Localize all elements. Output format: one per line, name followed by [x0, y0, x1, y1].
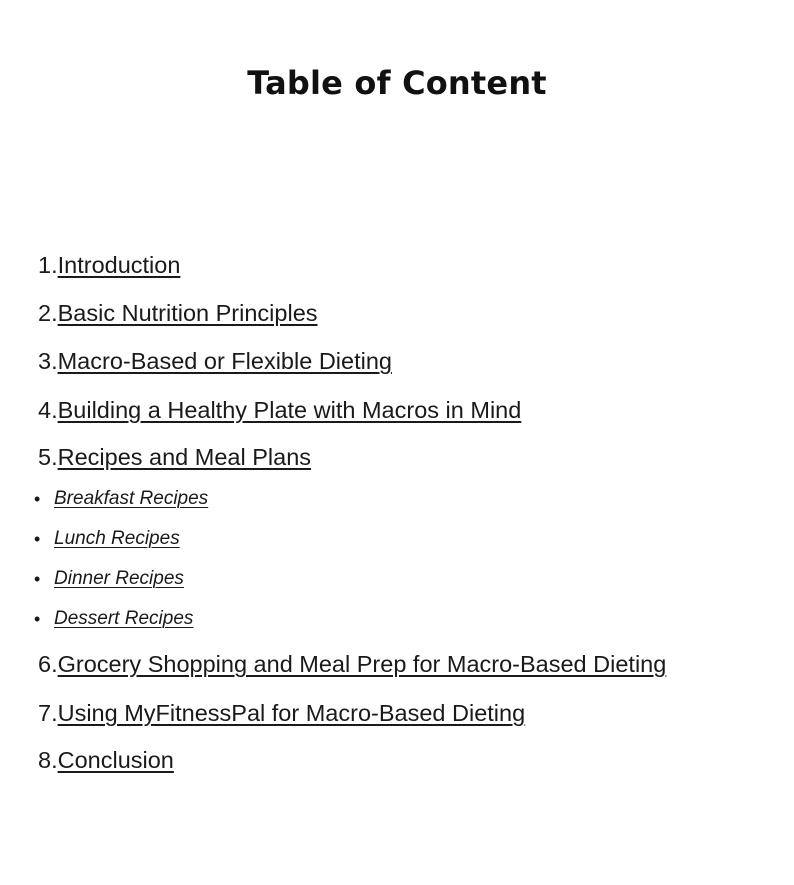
toc-subentry-lunch — [34, 528, 180, 550]
toc-entry-number: 8. — [38, 747, 58, 773]
toc-subentry-dinner — [34, 568, 184, 590]
toc-link-macro-based[interactable]: Macro-Based or Flexible Dieting — [57, 348, 392, 374]
toc-entry-number: 1. — [38, 252, 58, 278]
toc-entry-number: 7. — [38, 700, 58, 726]
bullet-icon: • — [34, 569, 41, 589]
toc-link-recipes[interactable]: Recipes and Meal Plans — [57, 444, 312, 470]
toc-entry-introduction — [38, 251, 180, 279]
toc-entry-myfitnesspal — [38, 699, 525, 727]
toc-link-healthy-plate[interactable]: Building a Healthy Plate with Macros in Mind — [57, 397, 522, 423]
toc-entry-number: 6. — [38, 651, 58, 677]
bullet-icon: • — [34, 489, 41, 509]
toc-entry-number: 2. — [38, 300, 58, 326]
bullet-icon: • — [34, 609, 41, 629]
toc-link-breakfast-recipes[interactable]: Breakfast Recipes — [54, 488, 209, 509]
toc-entry-recipes — [38, 443, 311, 471]
toc-entry-macro-based — [38, 347, 392, 375]
page-title: Table of Content — [247, 64, 547, 102]
toc-entry-healthy-plate — [38, 396, 521, 424]
toc-link-grocery-shopping[interactable]: Grocery Shopping and Meal Prep for Macro-Based Dieting — [57, 651, 667, 677]
toc-entry-basic-nutrition — [38, 299, 318, 327]
toc-entry-number: 4. — [38, 397, 58, 423]
toc-link-basic-nutrition[interactable]: Basic Nutrition Principles — [57, 300, 318, 326]
toc-entry-conclusion — [38, 746, 174, 774]
toc-entry-grocery-shopping — [38, 650, 666, 678]
toc-link-dinner-recipes[interactable]: Dinner Recipes — [54, 568, 184, 589]
toc-link-dessert-recipes[interactable]: Dessert Recipes — [54, 608, 194, 629]
toc-subentry-dessert — [34, 608, 194, 630]
toc-link-myfitnesspal[interactable]: Using MyFitnessPal for Macro-Based Dieting — [57, 700, 526, 726]
bullet-icon: • — [34, 529, 41, 549]
toc-link-introduction[interactable]: Introduction — [57, 252, 181, 278]
toc-link-conclusion[interactable]: Conclusion — [57, 747, 174, 773]
toc-link-lunch-recipes[interactable]: Lunch Recipes — [54, 528, 180, 549]
toc-entry-number: 5. — [38, 444, 58, 470]
toc-entry-number: 3. — [38, 348, 58, 374]
toc-subentry-breakfast — [34, 488, 209, 510]
